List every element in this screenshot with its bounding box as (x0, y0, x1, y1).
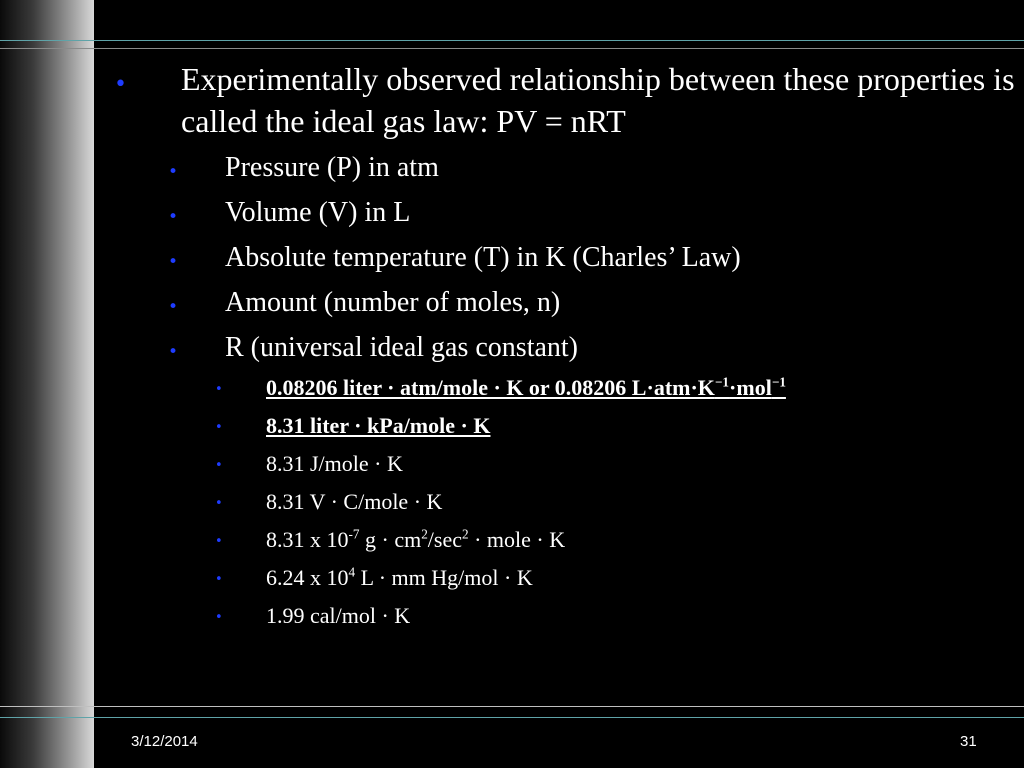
r-value-text: 8.31 x 10 (266, 527, 349, 552)
superscript: 2 (462, 526, 469, 542)
bullet-icon: • (215, 496, 223, 511)
list-item-temperature: Absolute temperature (T) in K (Charles’ Law) (225, 242, 741, 273)
superscript: −1 (771, 374, 786, 390)
superscript: 4 (348, 564, 356, 580)
r-value-item: 8.31 J/mole · K (266, 451, 403, 476)
list-item-volume: Volume (V) in L (225, 197, 411, 228)
main-bullet-text: Experimentally observed relationship between these properties is called the ideal gas law: PV = nRT (181, 61, 1015, 139)
list-item-amount: Amount (number of moles, n) (225, 287, 561, 318)
r-value-text: 0.08206 liter · atm/mole · K or 0.08206 L·atm·K (266, 375, 715, 400)
r-value-item (266, 527, 565, 553)
r-value-text: /sec (427, 527, 462, 552)
bullet-icon: • (215, 420, 223, 435)
r-value-text: L · mm Hg/mol · K (355, 565, 533, 590)
r-value-text: 6.24 x 10 (266, 565, 349, 590)
r-value-text: · mole · K (468, 527, 566, 552)
bullet-icon: • (215, 534, 223, 549)
r-value-item (266, 565, 533, 591)
bottom-divider-rule (0, 706, 1024, 707)
footer-page-number: 31 (960, 733, 977, 750)
superscript: 2 (421, 526, 428, 542)
bullet-icon: • (215, 572, 223, 587)
r-value-item: 8.31 liter · kPa/mole · K (266, 413, 491, 438)
r-value-text: ·mol (729, 375, 772, 400)
bullet-icon: • (168, 162, 179, 182)
superscript: −1 (714, 374, 730, 390)
left-gradient-band (0, 0, 94, 768)
bullet-icon: • (168, 207, 179, 227)
bullet-icon: • (215, 382, 223, 397)
bottom-accent-rule (0, 717, 1024, 718)
r-value-item (266, 375, 786, 401)
bullet-icon: • (215, 458, 223, 473)
top-divider-rule (0, 48, 1024, 49)
bullet-icon: • (168, 342, 179, 362)
superscript: -7 (348, 526, 360, 542)
bullet-icon: • (168, 252, 179, 272)
bullet-icon: • (168, 297, 179, 317)
list-item-gas-constant: R (universal ideal gas constant) (225, 332, 579, 363)
footer-date: 3/12/2014 (131, 733, 198, 750)
bullet-icon: • (215, 610, 223, 625)
list-item-pressure: Pressure (P) in atm (225, 152, 439, 183)
r-value-item: 8.31 V · C/mole · K (266, 489, 443, 514)
r-value-item: 1.99 cal/mol · K (266, 603, 411, 628)
r-value-text: g · cm (359, 527, 422, 552)
bullet-icon: • (114, 72, 127, 97)
top-accent-rule (0, 40, 1024, 41)
